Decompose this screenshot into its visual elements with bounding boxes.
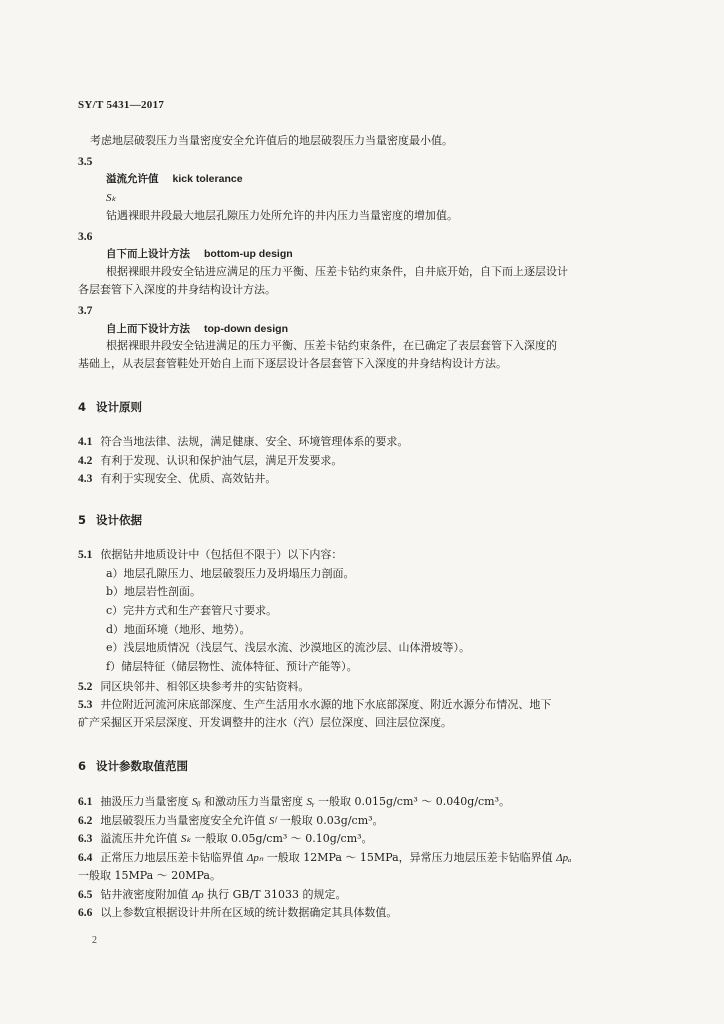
- clause-number: 5.1: [78, 549, 93, 561]
- clause-number: 6.4: [78, 852, 93, 864]
- section-title: 设计原则: [96, 400, 143, 414]
- clause-text: 有利于发现、认识和保护油气层，满足开发要求。: [100, 454, 343, 467]
- page-number: 2: [92, 935, 97, 946]
- clause: [78, 851, 571, 865]
- clause: [78, 472, 276, 486]
- term-number: 3.7: [78, 305, 93, 317]
- term-number: 3.5: [78, 156, 93, 168]
- list-item: d）地面环境（地形、地势）。: [106, 623, 251, 636]
- section-title: 设计依据: [96, 513, 143, 527]
- term-definition: 根据裸眼井段安全钻进满足的压力平衡、压差卡钻约束条件，在已确定了表层套管下入深度的: [106, 339, 557, 352]
- clause: [78, 680, 309, 694]
- symbol: Δpₐ: [556, 852, 572, 864]
- standard-code-header: SY/T 5431—2017: [78, 99, 165, 111]
- clause-text: 执行 GB/T 31033 的规定。: [203, 888, 347, 901]
- clause-text: 抽汲压力当量密度: [100, 795, 192, 808]
- clause-number: 6.2: [78, 815, 93, 827]
- symbol: Sₖ: [180, 833, 192, 845]
- clause-continuation: 一般取 15MPa ～ 20MPa。: [78, 869, 221, 882]
- list-item: c）完井方式和生产套管尺寸要求。: [106, 604, 278, 617]
- list-item: f）储层特征（储层物性、流体特征、预计产能等）。: [106, 660, 358, 673]
- clause-text: 溢流压井允许值: [100, 832, 181, 845]
- term-cn: 自上而下设计方法: [106, 323, 190, 335]
- clause: [78, 814, 384, 828]
- clause-number: 6.3: [78, 833, 93, 845]
- clause-number: 4.1: [78, 436, 93, 448]
- clause-text: 有利于实现安全、优质、高效钻井。: [100, 472, 277, 485]
- term-definition: 基础上，从表层套管鞋处开始自上而下逐层设计各层套管下入深度的井身结构设计方法。: [78, 357, 507, 370]
- clause-text: 一般取 0.05g/cm³ ～ 0.10g/cm³。: [191, 832, 373, 845]
- section-number: 5: [78, 513, 87, 527]
- term-en: kick tolerance: [172, 173, 243, 185]
- clause: [78, 832, 373, 846]
- clause-text: 同区块邻井、相邻区块参考井的实钻资料。: [100, 680, 310, 693]
- clause-number: 5.2: [78, 681, 93, 693]
- clause-number: 5.3: [78, 699, 93, 711]
- symbol: Sᵦ: [191, 796, 201, 808]
- list-item: b）地层岩性剖面。: [106, 585, 202, 598]
- term-definition: 根据裸眼井段安全钻进应满足的压力平衡、压差卡钻约束条件，自井底开始，自下而上逐层设计: [106, 265, 568, 278]
- section-title: 设计参数取值范围: [96, 759, 189, 773]
- clause-number: 6.1: [78, 796, 93, 808]
- clause-text: 一般取 0.03g/cm³。: [276, 814, 384, 827]
- clause-text: 钻井液密度附加值: [100, 888, 192, 901]
- clause: [78, 548, 342, 562]
- section-number: 4: [78, 400, 87, 414]
- term-symbol: Sₖ: [106, 192, 117, 204]
- list-item: e）浅层地质情况（浅层气、浅层水流、沙漠地区的流沙层、山体滑坡等）。: [106, 641, 471, 654]
- clause: [78, 454, 342, 468]
- clause-number: 6.6: [78, 907, 93, 919]
- clause: [78, 795, 510, 809]
- term-cn: 溢流允许值: [106, 173, 159, 185]
- clause-number: 6.5: [78, 889, 93, 901]
- list-item: a）地层孔隙压力、地层破裂压力及坍塌压力剖面。: [106, 567, 355, 580]
- continued-definition-line: 考虑地层破裂压力当量密度安全允许值后的地层破裂压力当量密度最小值。: [90, 134, 453, 147]
- clause-text: 井位附近河流河床底部深度、生产生活用水水源的地下水底部深度、附近水源分布情况、地下: [100, 698, 552, 711]
- symbol: Sᶠ: [268, 815, 277, 827]
- term-en: bottom-up design: [204, 248, 293, 260]
- term-heading: [106, 172, 243, 186]
- clause: [78, 435, 408, 449]
- term-definition: 各层套管下入深度的井身结构设计方法。: [78, 283, 276, 296]
- symbol: Δpₙ: [246, 852, 264, 864]
- clause-text: 一般取 12MPa ～ 15MPa，异常压力地层压差卡钻临界值: [263, 851, 557, 864]
- clause-text: 地层破裂压力当量密度安全允许值: [100, 814, 269, 827]
- clause-number: 4.3: [78, 473, 93, 485]
- clause-number: 4.2: [78, 455, 93, 467]
- symbol: Δρ: [191, 889, 204, 901]
- clause-continuation: 矿产采掘区开采层深度、开发调整井的注水（汽）层位深度、回注层位深度。: [78, 716, 452, 729]
- term-heading: [106, 247, 293, 261]
- symbol: Sᵧ: [306, 796, 315, 808]
- clause-text: 正常压力地层压差卡钻临界值: [100, 851, 247, 864]
- section-heading: [78, 513, 142, 527]
- clause-text: 符合当地法律、法规，满足健康、安全、环境管理体系的要求。: [100, 435, 409, 448]
- clause-text: 和激动压力当量密度: [200, 795, 307, 808]
- section-heading: [78, 759, 188, 773]
- clause: [78, 906, 397, 920]
- term-definition: 钻遇裸眼井段最大地层孔隙压力处所允许的井内压力当量密度的增加值。: [106, 209, 458, 222]
- term-cn: 自下而上设计方法: [106, 248, 190, 260]
- clause: [78, 888, 347, 902]
- section-heading: [78, 400, 142, 414]
- term-heading: [106, 322, 288, 336]
- clause-text: 一般取 0.015g/cm³ ～ 0.040g/cm³。: [314, 795, 511, 808]
- clause-text: 依据钻井地质设计中（包括但不限于）以下内容：: [100, 548, 343, 561]
- section-number: 6: [78, 759, 87, 773]
- term-number: 3.6: [78, 231, 93, 243]
- clause-text: 以上参数宜根据设计井所在区域的统计数据确定其具体数值。: [100, 906, 398, 919]
- term-en: top-down design: [204, 323, 288, 335]
- clause: [78, 698, 551, 712]
